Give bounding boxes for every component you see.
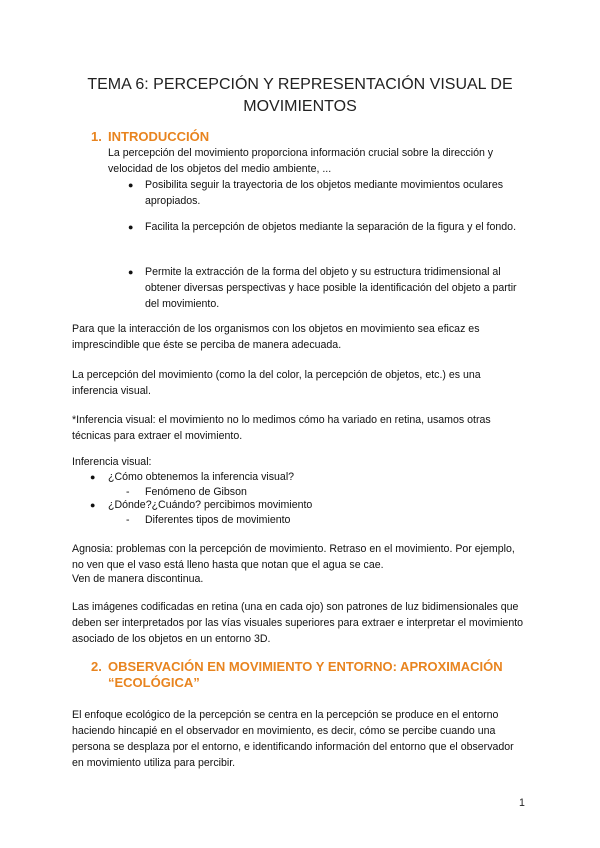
paragraph-interaction: Para que la interacción de los organismos con los objetos en movimiento sea eficaz es imprescindible que éste se perciba de manera adecuada. [72,323,480,351]
paragraph-agnosia: Agnosia: problemas con la percepción de movimiento. Retraso en el movimiento. Por ejemplo, no ven que el vaso está lleno hasta que notan que el agua se cae. [72,543,515,571]
paragraph-inference: La percepción del movimiento (como la del color, la percepción de objetos, etc.) es una inferencia visual. [72,369,481,397]
section-1-number: 1. [91,129,102,144]
section-2-heading-line: OBSERVACIÓN EN MOVIMIENTO Y ENTORNO: APROXIMACIÓN [108,659,503,674]
inference-answer: Fenómeno de Gibson [145,486,247,498]
paragraph-agnosia-line: Ven de manera discontinua. [72,573,204,585]
page-title: TEMA 6: PERCEPCIÓN Y REPRESENTACIÓN VISUAL DE MOVIMIENTOS [87,76,513,115]
section-2-heading [108,659,538,691]
bullet-dot-icon: ● [128,222,134,232]
inference-question: ¿Cómo obtenemos la inferencia visual? [108,471,295,483]
paragraph-images: Las imágenes codificadas en retina (una en cada ojo) son patrones de luz bidimensionales que deben ser interpretados por las vías visuales superiores para extraer e interpretar el movimiento asociado de los objetos en un entorno 3D. [72,601,524,645]
inference-answer: Diferentes tipos de movimiento [145,514,291,526]
paragraph-inference-note: *Inferencia visual: el movimiento no lo medimos cómo ha variado en retina, usamos otras técnicas para extraer el movimiento. [72,414,491,442]
inference-question: ¿Dónde?¿Cuándo? percibimos movimiento [108,499,313,511]
page-number: 1 [519,797,525,809]
bullet-dot-icon: ● [90,500,96,510]
section-2-number: 2. [91,659,102,674]
bullet-dot-icon: ● [90,472,96,482]
bullet-item: Permite la extracción de la forma del objeto y su estructura tridimensional al obtener diversas perspectivas y hace posible la identificación del objeto a partir del movimiento. [145,266,517,310]
dash-bullet-icon: - [126,486,130,498]
bullet-dot-icon: ● [128,180,134,190]
bullet-dot-icon: ● [128,267,134,277]
paragraph-ecological: El enfoque ecológico de la percepción se centra en la percepción se produce en el entorno haciendo hincapié en el observador en movimiento, es decir, cómo se percibe cuando una persona se desplaza por el entorno, e identificando información del entorno que el observador en movimiento utiliza para percibir. [72,709,514,769]
dash-bullet-icon: - [126,514,130,526]
inference-label: Inferencia visual: [72,456,152,468]
intro-paragraph: La percepción del movimiento proporciona información crucial sobre la dirección y velocidad de los objetos del medio ambiente, ... [108,147,494,175]
bullet-item: Facilita la percepción de objetos mediante la separación de la figura y el fondo. [145,221,517,233]
section-2-heading-line: “ECOLÓGICA” [108,675,200,690]
bullet-item: Posibilita seguir la trayectoria de los objetos mediante movimientos oculares apropiados. [145,179,504,207]
section-1-heading: INTRODUCCIÓN [108,129,210,144]
